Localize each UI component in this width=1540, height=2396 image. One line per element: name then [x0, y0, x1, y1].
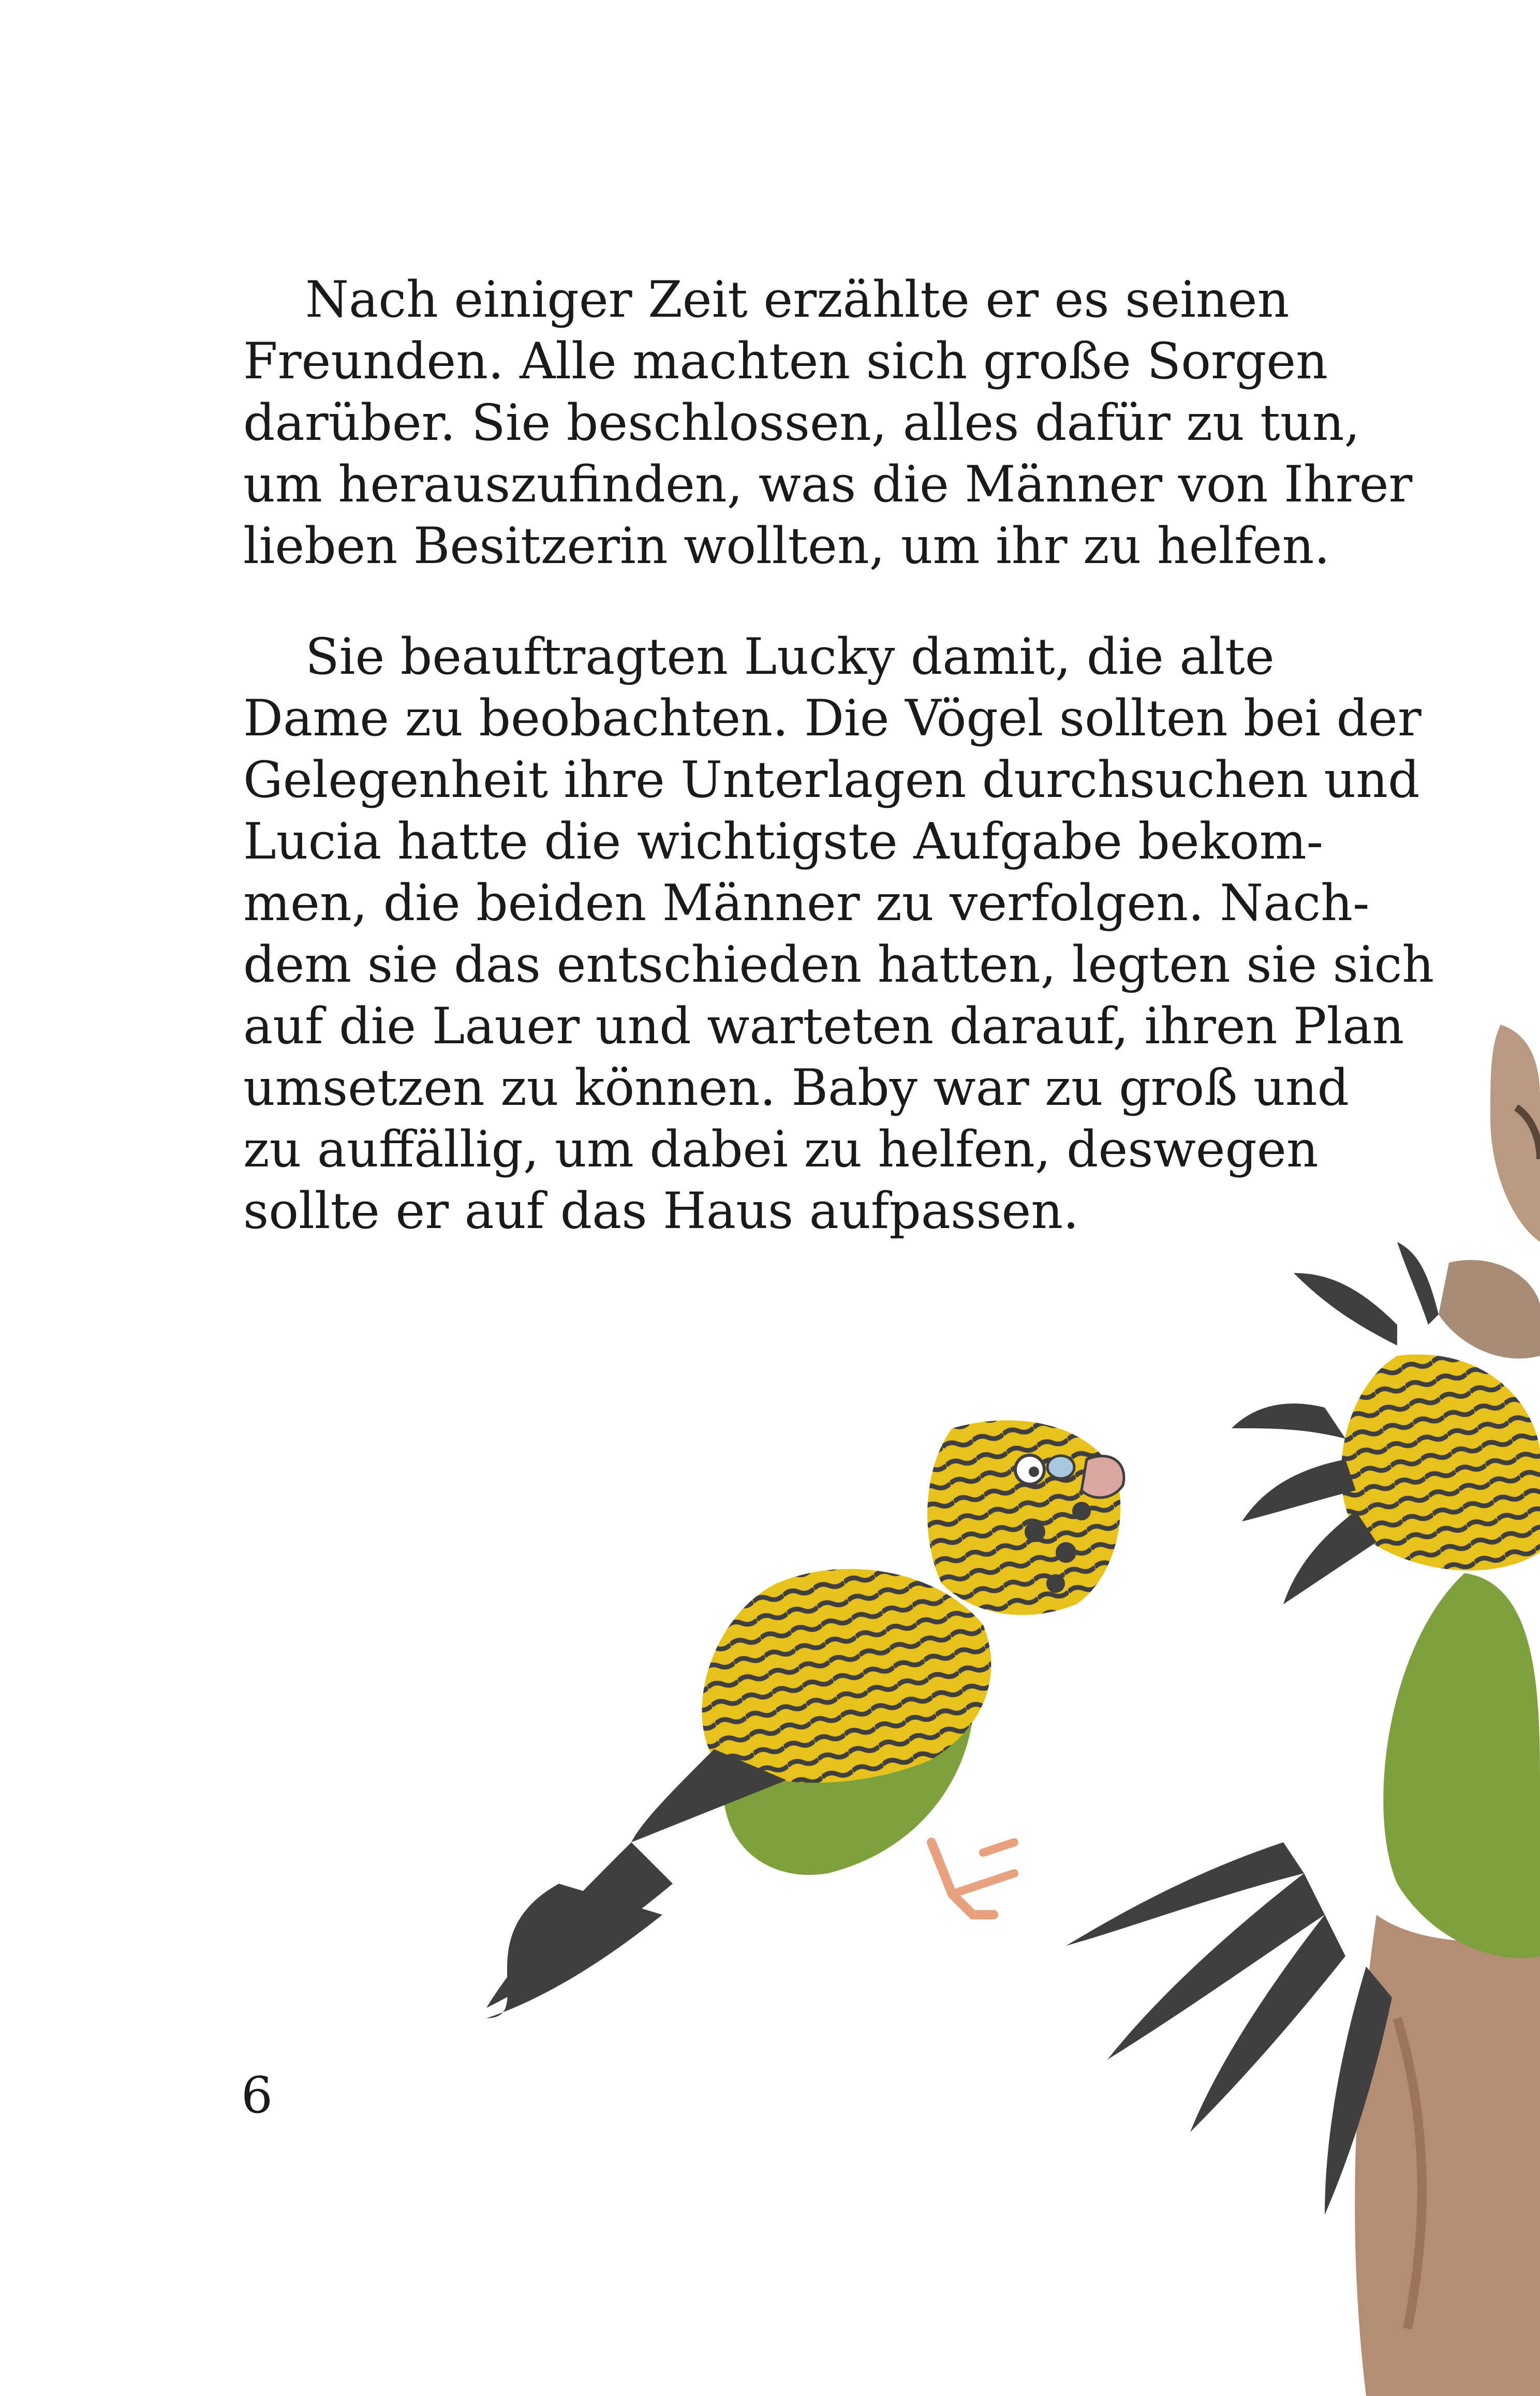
text-line: sollte er auf das Haus aufpassen. — [243, 1182, 1079, 1240]
paragraph-2 — [243, 626, 1434, 1242]
text-line: auf die Lauer und warteten darauf, ihren Plan — [243, 997, 1404, 1055]
text-line: Freunden. Alle machten sich große Sorgen — [243, 332, 1328, 390]
paragraph-1 — [243, 269, 1413, 577]
text-line: Sie beauftragten Lucky damit, die alte — [305, 628, 1275, 686]
text-line: darüber. Sie beschlossen, alles dafür zu tun, — [243, 394, 1360, 452]
text-line: Dame zu beobachten. Die Vögel sollten bei der — [243, 689, 1421, 747]
page-number: 6 — [241, 2066, 273, 2124]
text-line: lieben Besitzerin wollten, um ihr zu helfen. — [243, 517, 1330, 575]
text-line: Gelegenheit ihre Unterlagen durchsuchen und — [243, 751, 1420, 809]
text-line: dem sie das entschieden hatten, legten sie sich — [243, 936, 1434, 994]
text-line: um herauszufinden, was die Männer von Ihrer — [243, 455, 1413, 513]
text-line: Lucia hatte die wichtigste Aufgabe bekom- — [243, 812, 1324, 870]
text-line: umsetzen zu können. Baby war zu groß und — [243, 1059, 1350, 1117]
text-line: men, die beiden Männer zu verfolgen. Nach- — [243, 874, 1370, 932]
pot-shape — [1355, 1915, 1540, 2396]
body-text — [243, 269, 1434, 1291]
text-line: zu auffällig, um dabei zu helfen, deswegen — [243, 1120, 1319, 1178]
first-parakeet — [486, 1421, 1124, 2018]
text-line: Nach einiger Zeit erzählte er es seinen — [305, 271, 1290, 329]
